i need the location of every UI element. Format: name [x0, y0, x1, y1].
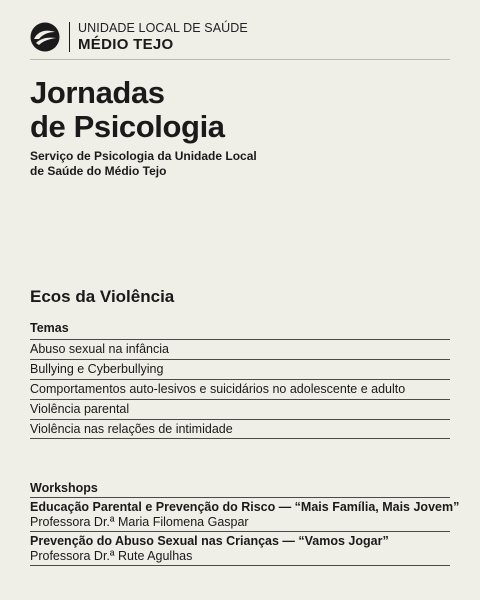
page-title-line1: Jornadas: [30, 75, 165, 110]
workshop-speaker: Professora Dr.ª Maria Filomena Gaspar: [30, 515, 249, 529]
page-subtitle: [30, 149, 450, 179]
header-divider: [30, 59, 450, 60]
organization-name: [78, 22, 248, 53]
tema-item: Comportamentos auto-lesivos e suicidários no adolescente e adulto: [30, 379, 450, 399]
page-title-line2: de Psicologia: [30, 109, 225, 144]
workshop-item: [30, 497, 460, 531]
section-title: Ecos da Violência: [30, 287, 175, 306]
header: [30, 14, 450, 60]
page-title: [30, 76, 450, 144]
tema-item: Abuso sexual na infância: [30, 339, 450, 359]
workshop-speaker: Professora Dr.ª Rute Agulhas: [30, 549, 193, 563]
workshop-title: Prevenção do Abuso Sexual nas Crianças — “Vamos Jogar”: [30, 534, 389, 548]
tema-item: Violência nas relações de intimidade: [30, 419, 450, 439]
workshops-heading: Workshops: [30, 481, 98, 495]
org-name-line2: MÉDIO TEJO: [78, 36, 174, 54]
org-name-line1: UNIDADE LOCAL DE SAÚDE: [78, 20, 248, 35]
logo-divider: [69, 22, 70, 52]
page-subtitle-line2: de Saúde do Médio Tejo: [30, 164, 167, 178]
uls-medio-tejo-logo-icon: [30, 22, 60, 52]
tema-item: Bullying e Cyberbullying: [30, 359, 450, 379]
temas-list: [30, 339, 450, 439]
workshop-title: Educação Parental e Prevenção do Risco — “Mais Família, Mais Jovem”: [30, 500, 460, 514]
workshop-item: [30, 531, 450, 566]
workshops-list: [30, 497, 460, 566]
tema-item: Violência parental: [30, 399, 450, 419]
temas-heading: Temas: [30, 321, 69, 335]
page-subtitle-line1: Serviço de Psicologia da Unidade Local: [30, 149, 257, 163]
